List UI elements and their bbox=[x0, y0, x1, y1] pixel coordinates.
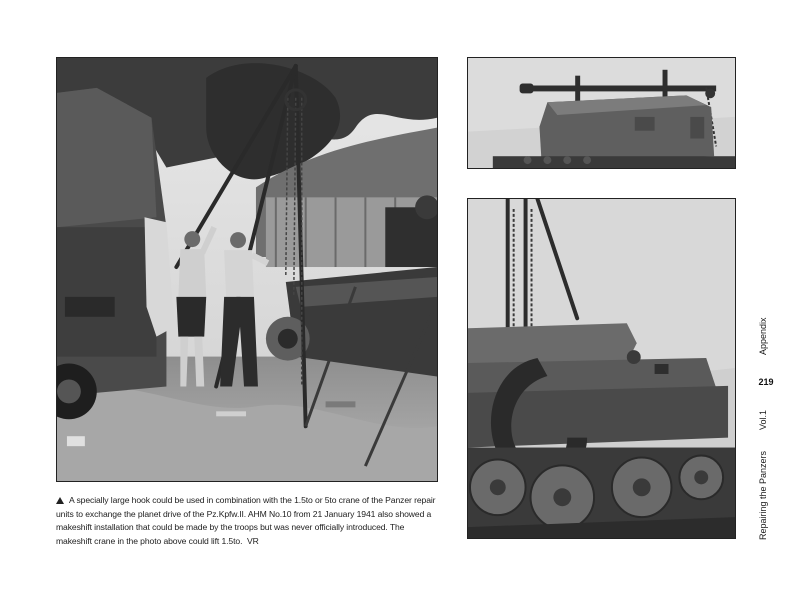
main-photo bbox=[56, 57, 438, 482]
triangle-up-icon bbox=[56, 497, 64, 504]
caption-credit: VR bbox=[246, 535, 259, 546]
top-right-photo bbox=[467, 57, 736, 169]
page-number: 219 bbox=[758, 377, 774, 387]
main-photo-image bbox=[57, 58, 437, 481]
caption-text: A specially large hook could be used in combination with the 1.5to or 5to crane of the Panzer repair units to exchange the planet drive of the Pz.Kpfw.II. AHM No.10 from 21 January 1941 also showed a makeshift installation that could be made by the troops but was never officially introduced. The makeshift crane in the photo above could lift 1.5to. bbox=[56, 495, 436, 546]
sidebar-section: Appendix bbox=[758, 317, 768, 355]
top-right-photo-image bbox=[468, 58, 735, 168]
sidebar-volume: Vol.1 bbox=[758, 409, 768, 430]
bottom-right-photo-image bbox=[468, 199, 735, 538]
bottom-right-photo bbox=[467, 198, 736, 539]
sidebar-title: Repairing the Panzers bbox=[758, 450, 768, 540]
photo-caption bbox=[56, 494, 441, 548]
